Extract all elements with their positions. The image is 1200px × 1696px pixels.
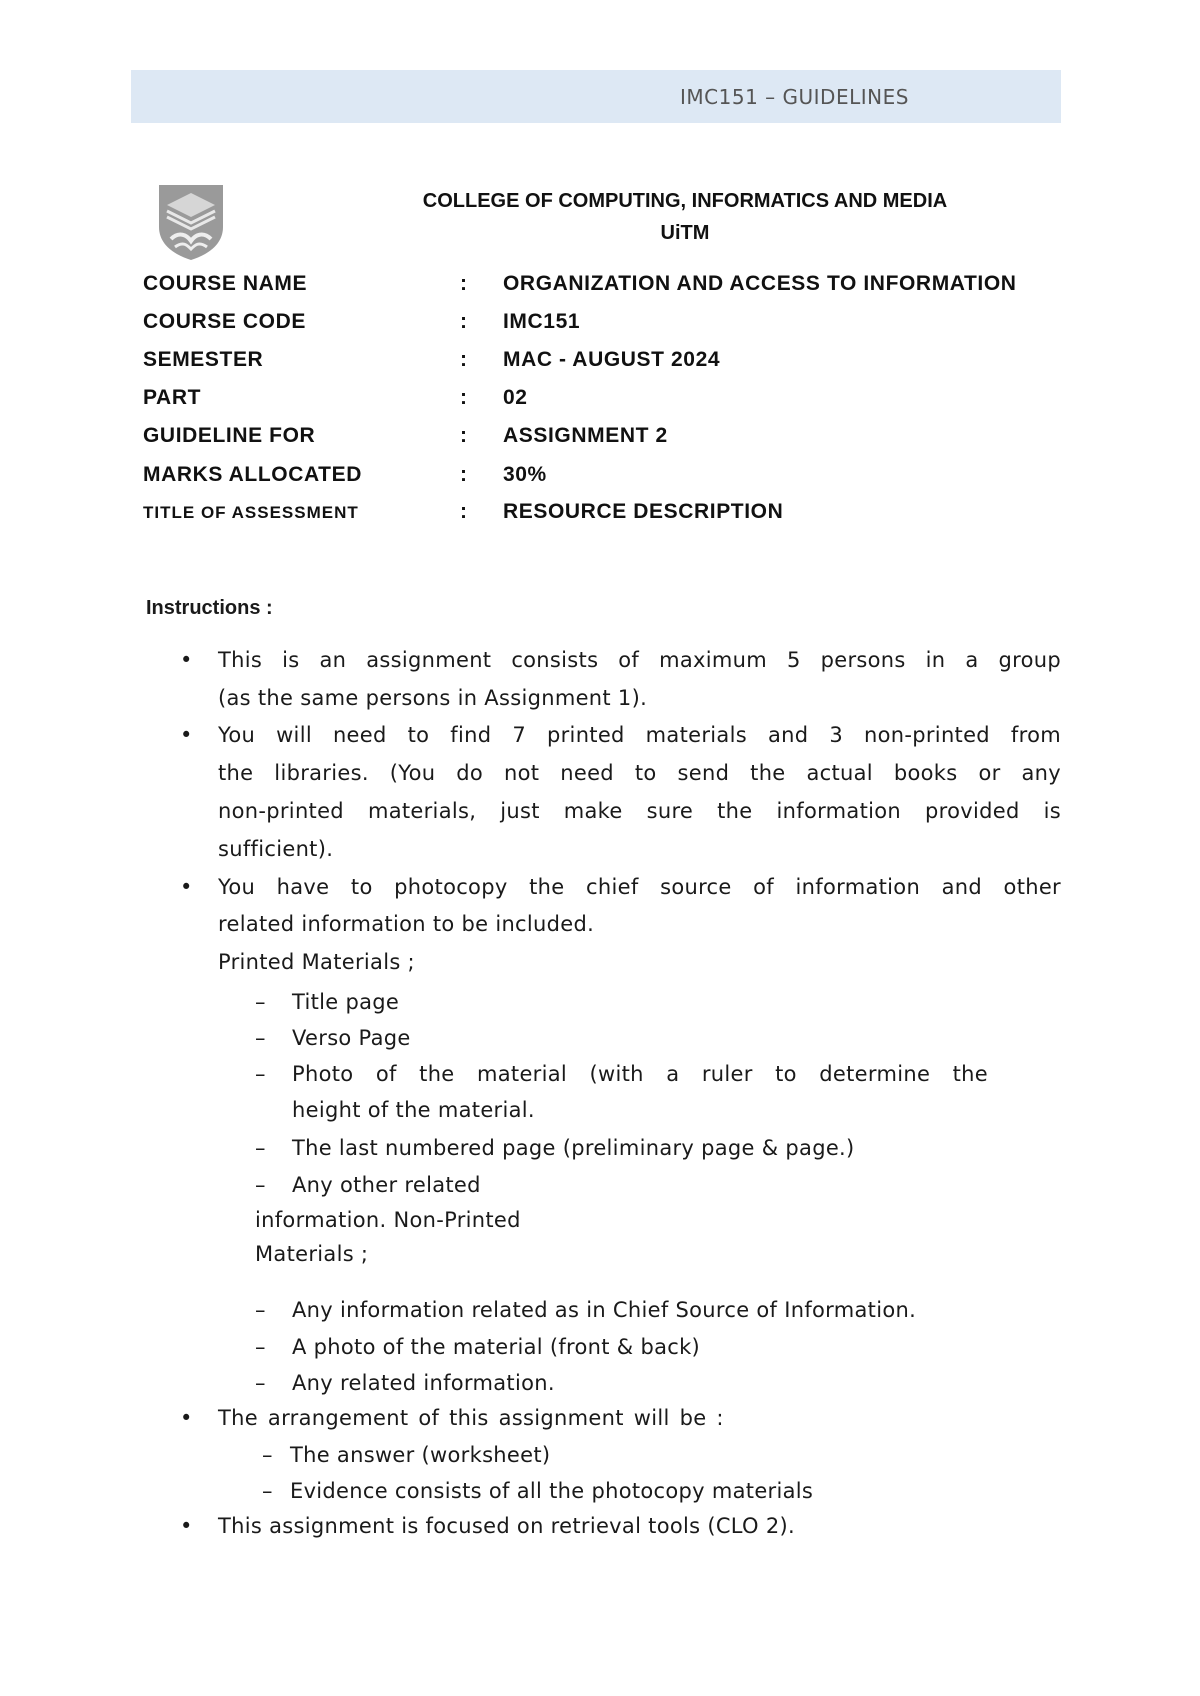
- dash-icon: –: [255, 1062, 266, 1086]
- non-printed-materials-label: Materials ;: [255, 1242, 369, 1266]
- college-name: COLLEGE OF COMPUTING, INFORMATICS AND MEDIA: [422, 190, 948, 212]
- dash-icon: –: [255, 990, 266, 1014]
- bullet-icon: •: [180, 648, 193, 672]
- list-item: The answer (worksheet): [290, 1443, 551, 1467]
- meta-value: RESOURCE DESCRIPTION: [503, 500, 784, 523]
- meta-value: 30%: [503, 463, 547, 486]
- meta-colon: :: [460, 272, 467, 295]
- bullet-icon: •: [180, 875, 193, 899]
- list-item: A photo of the material (front & back): [292, 1335, 701, 1359]
- instruction-line: You have to photocopy the chief source of information and other: [218, 875, 1061, 899]
- dash-icon: –: [262, 1443, 273, 1467]
- dash-icon: –: [255, 1026, 266, 1050]
- bullet-icon: •: [180, 1514, 193, 1538]
- uitm-logo-icon: [157, 183, 225, 261]
- meta-colon: :: [460, 348, 467, 371]
- list-item: Any other related: [292, 1173, 481, 1197]
- instruction-line: This assignment is focused on retrieval tools (CLO 2).: [218, 1514, 795, 1538]
- list-item: Any related information.: [292, 1371, 555, 1395]
- dash-icon: –: [255, 1173, 266, 1197]
- meta-value: 02: [503, 386, 528, 409]
- meta-label: MARKS ALLOCATED: [143, 463, 362, 486]
- dash-icon: –: [255, 1371, 266, 1395]
- meta-label: COURSE CODE: [143, 310, 306, 333]
- list-item: height of the material.: [292, 1098, 535, 1122]
- bullet-icon: •: [180, 723, 193, 747]
- instruction-line: information. Non-Printed: [255, 1208, 521, 1232]
- meta-label: GUIDELINE FOR: [143, 424, 316, 447]
- meta-colon: :: [460, 500, 467, 523]
- list-item: Any information related as in Chief Source of Information.: [292, 1298, 917, 1322]
- header-text: IMC151 – GUIDELINES: [680, 85, 909, 109]
- meta-value: MAC - AUGUST 2024: [503, 348, 721, 371]
- meta-label: SEMESTER: [143, 348, 264, 371]
- university-name: UiTM: [660, 222, 710, 244]
- list-item: Title page: [292, 990, 400, 1014]
- meta-colon: :: [460, 463, 467, 486]
- dash-icon: –: [255, 1298, 266, 1322]
- instruction-line: the libraries. (You do not need to send the actual books or any: [218, 761, 1061, 785]
- meta-label: PART: [143, 386, 202, 409]
- printed-materials-label: Printed Materials ;: [218, 950, 415, 974]
- meta-colon: :: [460, 424, 467, 447]
- dash-icon: –: [262, 1479, 273, 1503]
- instruction-line: This is an assignment consists of maximum 5 persons in a group: [218, 648, 1061, 672]
- list-item: Evidence consists of all the photocopy materials: [290, 1479, 814, 1503]
- meta-value: IMC151: [503, 310, 581, 333]
- meta-label: TITLE OF ASSESSMENT: [143, 503, 359, 522]
- bullet-icon: •: [180, 1406, 193, 1430]
- meta-value: ORGANIZATION AND ACCESS TO INFORMATION: [503, 272, 1017, 295]
- instruction-line: The arrangement of this assignment will be :: [218, 1406, 724, 1430]
- header-band: [131, 70, 1061, 123]
- list-item: Photo of the material (with a ruler to determine the: [292, 1062, 988, 1086]
- meta-label: COURSE NAME: [143, 272, 308, 295]
- list-item: Verso Page: [292, 1026, 411, 1050]
- instructions-heading: Instructions :: [146, 597, 273, 619]
- dash-icon: –: [255, 1335, 266, 1359]
- meta-colon: :: [460, 386, 467, 409]
- instruction-line: (as the same persons in Assignment 1).: [218, 686, 648, 710]
- meta-value: ASSIGNMENT 2: [503, 424, 668, 447]
- instruction-line: related information to be included.: [218, 912, 595, 936]
- dash-icon: –: [255, 1136, 266, 1160]
- list-item: The last numbered page (preliminary page & page.): [292, 1136, 855, 1160]
- instruction-line: You will need to find 7 printed materials and 3 non-printed from: [218, 723, 1061, 747]
- instruction-line: non-printed materials, just make sure the information provided is: [218, 799, 1061, 823]
- meta-colon: :: [460, 310, 467, 333]
- instruction-line: sufficient).: [218, 837, 334, 861]
